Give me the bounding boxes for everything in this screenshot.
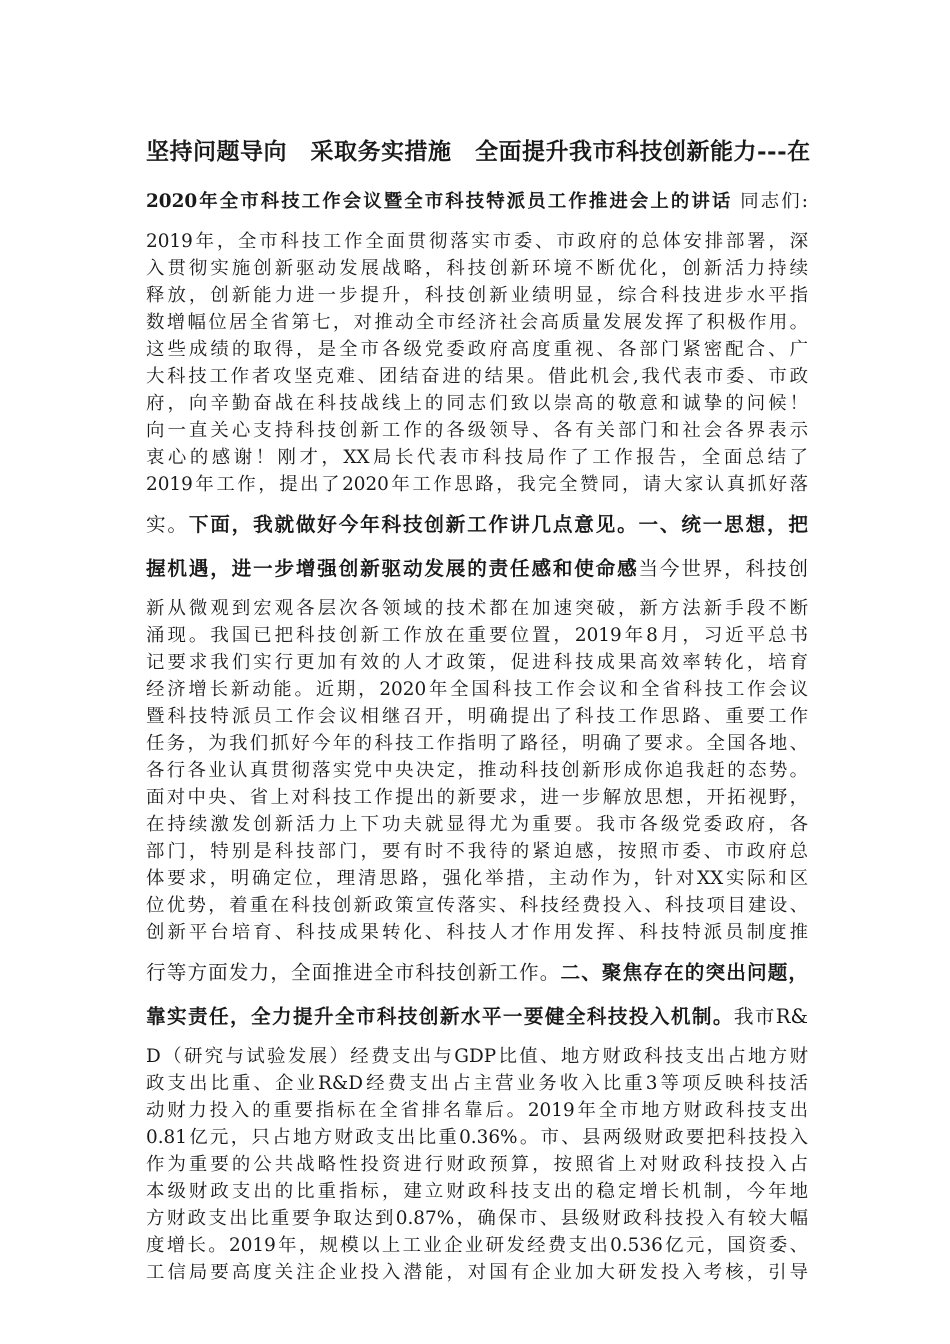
paragraph-line: 位优势，着重在科技创新政策宣传落实、科技经费投入、科技项目建设、: [146, 895, 808, 916]
paragraph-line: 2019年工作，提出了2020年工作思路，我完全赞同，请大家认真抓好落: [146, 474, 808, 495]
heading-line: [146, 959, 808, 986]
paragraph-line: 大科技工作者攻坚克难、团结奋进的结果。借此机会,我代表市委、市政: [146, 366, 808, 387]
section-heading-run: 下面，我就做好今年科技创新工作讲几点意见。一、统一思想，把: [188, 513, 808, 536]
section-heading-run: 二、聚焦存在的突出问题，: [560, 961, 808, 984]
paragraph-line: D（研究与试验发展）经费支出与GDP比值、地方财政科技支出占地方财: [146, 1046, 808, 1067]
paragraph-line: 入贯彻实施创新驱动发展战略，科技创新环境不断优化，创新活力持续: [146, 258, 808, 279]
paragraph-line: 暨科技特派员工作会议相继召开，明确提出了科技工作思路、重要工作: [146, 706, 808, 727]
paragraph-line: 任务，为我们抓好今年的科技工作指明了路径，明确了要求。全国各地、: [146, 733, 808, 754]
paragraph-line: 涌现。我国已把科技创新工作放在重要位置，2019年8月，习近平总书: [146, 625, 808, 646]
paragraph-line: 政支出比重、企业R&D经费支出占主营业务收入比重3等项反映科技活: [146, 1073, 808, 1094]
document-title: 坚持问题导向 采取务实措施 全面提升我市科技创新能力---在: [146, 138, 811, 165]
paragraph-line: 衷心的感谢！刚才，XX局长代表市科技局作了工作报告，全面总结了: [146, 447, 808, 468]
text-run: 实。: [146, 513, 189, 536]
paragraph-line: 创新平台培育、科技成果转化、科技人才作用发挥、科技特派员制度推: [146, 922, 808, 943]
speech-subtitle: 2020年全市科技工作会议暨全市科技特派员工作推进会上的讲话: [146, 191, 733, 212]
paragraph-line: 动财力投入的重要指标在全省排名靠后。2019年全市地方财政科技支出: [146, 1100, 808, 1121]
section-heading-run: 握机遇，进一步增强创新驱动发展的责任感和使命感: [146, 557, 639, 580]
paragraph-line: 向一直关心支持科技创新工作的各级领导、各有关部门和社会各界表示: [146, 420, 808, 441]
paragraph-line: 经济增长新动能。近期，2020年全国科技工作会议和全省科技工作会议: [146, 679, 808, 700]
paragraph-line: 释放，创新能力进一步提升，科技创新业绩明显，综合科技进步水平指: [146, 285, 808, 306]
paragraph-line: 府，向辛勤奋战在科技战线上的同志们致以崇高的敬意和诚挚的问候！: [146, 393, 808, 414]
paragraph-line: 2019年，全市科技工作全面贯彻落实市委、市政府的总体安排部署，深: [146, 231, 808, 252]
heading-line: [146, 511, 808, 538]
paragraph-line: 记要求我们实行更加有效的人才政策，促进科技成果高效率转化，培育: [146, 652, 808, 673]
paragraph-line: 方财政支出比重要争取达到0.87%，确保市、县级财政科技投入有较大幅: [146, 1208, 808, 1229]
text-run: 我市R&: [733, 1005, 808, 1028]
paragraph-line: 体要求，明确定位，理清思路，强化举措，主动作为，针对XX实际和区: [146, 868, 808, 889]
text-run: 行等方面发力，全面推进全市科技创新工作。: [146, 961, 561, 984]
paragraph-line: 这些成绩的取得，是全市各级党委政府高度重视、各部门紧密配合、广: [146, 339, 808, 360]
paragraph-line: 各行各业认真贯彻落实党中央决定，推动科技创新形成你追我赶的态势。: [146, 760, 808, 781]
paragraph-line: 0.81亿元，只占地方财政支出比重0.36%。市、县两级财政要把科技投入: [146, 1127, 808, 1148]
paragraph-line: 作为重要的公共战略性投资进行财政预算，按照省上对财政科技投入占: [146, 1154, 808, 1175]
salutation: 同志们:: [740, 191, 808, 212]
paragraph-line: 本级财政支出的比重指标，建立财政科技支出的稳定增长机制，今年地: [146, 1181, 808, 1202]
paragraph-line: 在持续激发创新活力上下功夫就显得尤为重要。我市各级党委政府，各: [146, 814, 808, 835]
text-run: 当今世界，科技创: [638, 557, 808, 580]
heading-line: [146, 1003, 808, 1030]
paragraph-line: 数增幅位居全省第七，对推动全市经济社会高质量发展发挥了积极作用。: [146, 312, 808, 333]
heading-line: [146, 555, 808, 582]
paragraph-line: 新从微观到宏观各层次各领域的技术都在加速突破，新方法新手段不断: [146, 598, 808, 619]
paragraph-line: 部门，特别是科技部门，要有时不我待的紧迫感，按照市委、市政府总: [146, 841, 808, 862]
paragraph-line: 工信局要高度关注企业投入潜能，对国有企业加大研发投入考核，引导: [146, 1262, 808, 1283]
paragraph-line: 度增长。2019年，规模以上工业企业研发经费支出0.536亿元，国资委、: [146, 1235, 808, 1256]
paragraph-line: 面对中央、省上对科技工作提出的新要求，进一步解放思想，开拓视野，: [146, 787, 808, 808]
section-heading-run: 靠实责任，全力提升全市科技创新水平一要健全科技投入机制。: [146, 1005, 734, 1028]
subtitle-line: [146, 188, 808, 215]
